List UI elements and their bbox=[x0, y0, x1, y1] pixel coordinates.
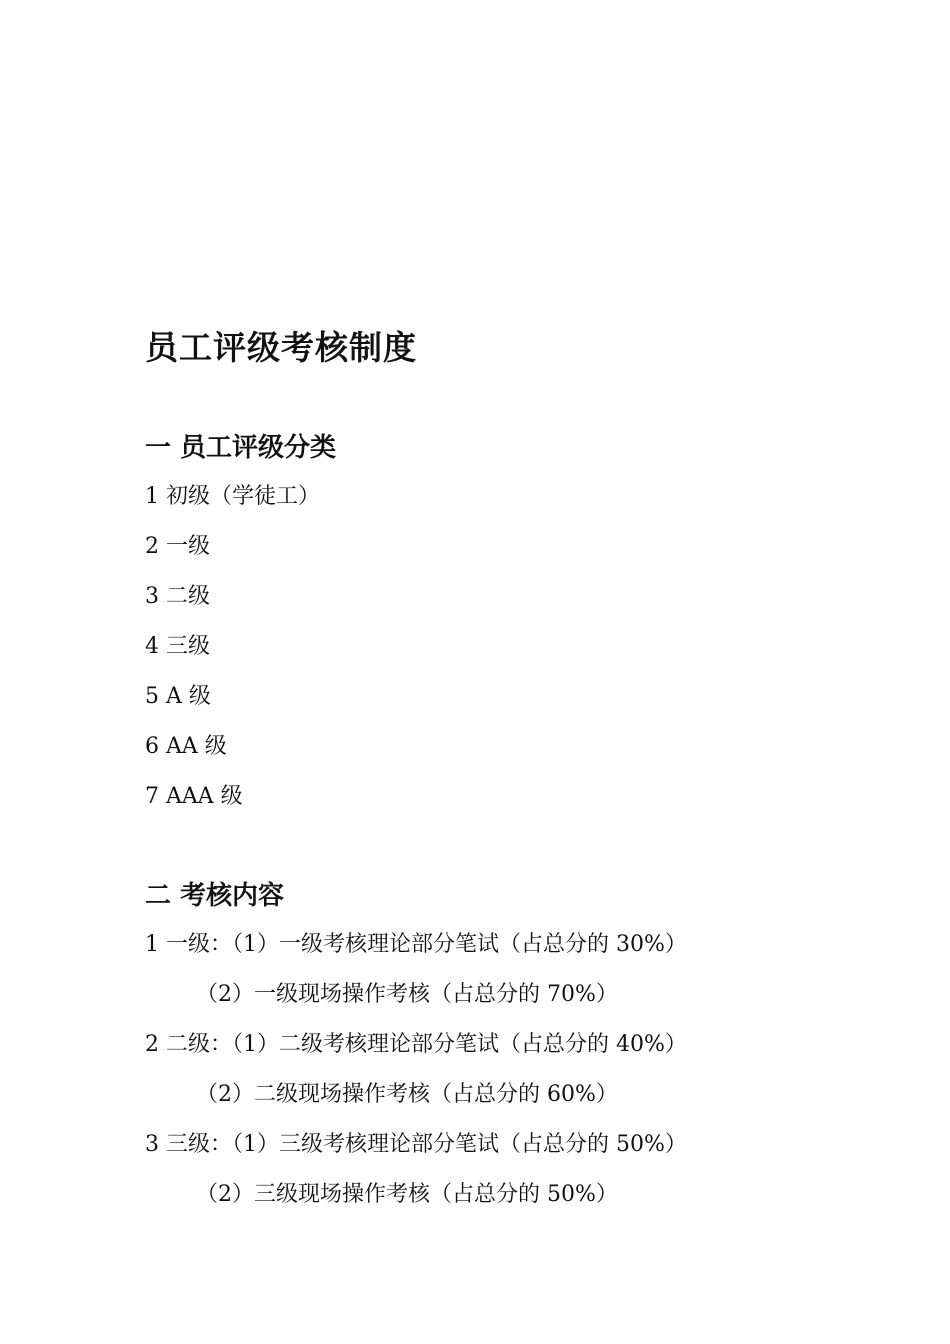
grade-item: 3 二级 bbox=[145, 584, 210, 609]
grade-item: 5 A 级 bbox=[145, 684, 211, 709]
document-title: 员工评级考核制度 bbox=[145, 328, 417, 367]
grade-item: 7 AAA 级 bbox=[145, 784, 243, 809]
assessment-line: （2）二级现场操作考核（占总分的 60%） bbox=[196, 1082, 618, 1107]
assessment-line: （2）三级现场操作考核（占总分的 50%） bbox=[196, 1182, 618, 1207]
assessment-line: （2）一级现场操作考核（占总分的 70%） bbox=[196, 982, 618, 1007]
section-heading-assessment-content: 二 考核内容 bbox=[145, 881, 285, 911]
section-heading-grade-categories: 一 员工评级分类 bbox=[145, 433, 337, 463]
assessment-line: 3 三级：（1）三级考核理论部分笔试（占总分的 50%） bbox=[145, 1132, 687, 1157]
grade-item: 4 三级 bbox=[145, 634, 210, 659]
grade-item: 1 初级（学徒工） bbox=[145, 484, 320, 509]
grade-item: 2 一级 bbox=[145, 534, 210, 559]
assessment-line: 1 一级：（1）一级考核理论部分笔试（占总分的 30%） bbox=[145, 932, 687, 957]
assessment-line: 2 二级：（1）二级考核理论部分笔试（占总分的 40%） bbox=[145, 1032, 687, 1057]
grade-item: 6 AA 级 bbox=[145, 734, 227, 759]
